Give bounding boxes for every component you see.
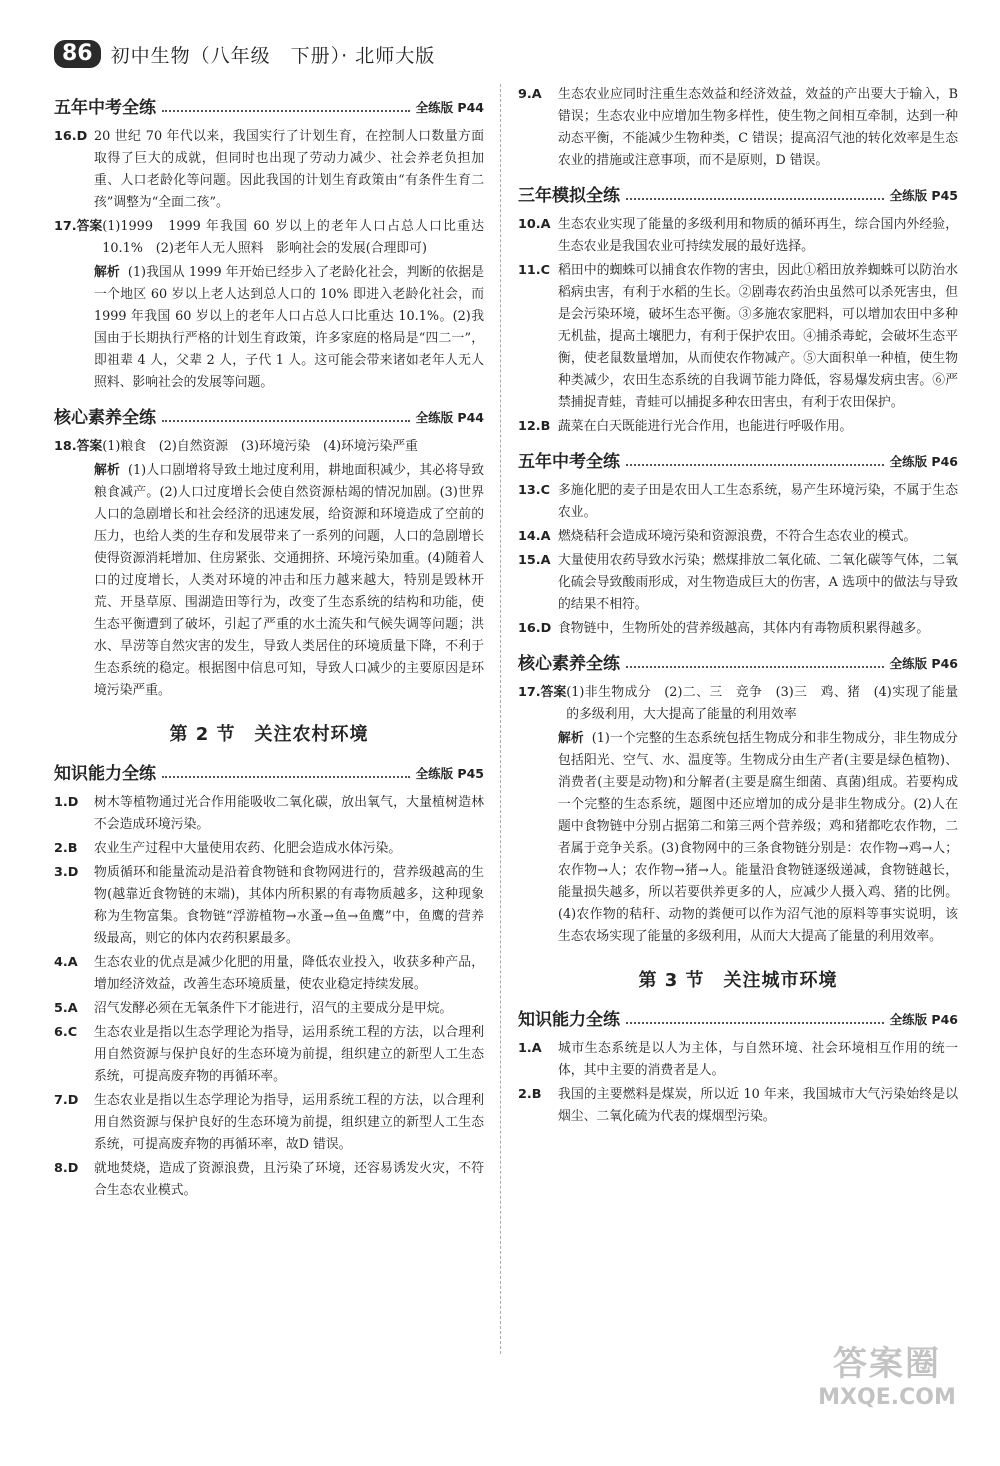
item-number: 16.D — [54, 129, 88, 144]
section-header — [54, 756, 484, 784]
section-ref: 全练版 P46 — [889, 656, 958, 671]
answer-item — [54, 792, 484, 836]
analysis-label: 解析 — [94, 463, 120, 478]
item-text: 树木等植物通过光合作用能吸收二氧化碳，放出氧气，大量植树造林不会造成环境污染。 — [94, 795, 484, 832]
item-text: 沼气发酵必须在无氧条件下才能进行，沼气的主要成分是甲烷。 — [94, 1001, 453, 1016]
section-ref: 全练版 P45 — [415, 766, 484, 781]
item-number: 3.D — [54, 865, 79, 880]
item-number: 13.C — [518, 483, 551, 498]
item-number: 17.答案 — [54, 219, 103, 234]
analysis-block — [54, 460, 484, 702]
analysis-block — [518, 728, 958, 948]
answer-item — [518, 618, 958, 640]
section-header — [54, 90, 484, 118]
item-number: 14.A — [518, 529, 551, 544]
item-number: 6.C — [54, 1025, 78, 1040]
left-column — [54, 84, 484, 1204]
answer-item — [54, 126, 484, 214]
section-header — [518, 1002, 958, 1030]
page-header — [54, 36, 960, 72]
answer-item — [54, 862, 484, 950]
item-number: 10.A — [518, 217, 551, 232]
answer-item — [54, 952, 484, 996]
section-header — [518, 444, 958, 472]
page-number: 86 — [54, 40, 101, 68]
item-text: 多施化肥的麦子田是农田人工生态系统，易产生环境污染，不属于生态农业。 — [558, 483, 958, 520]
chapter-title: 第 2 节 关注农村环境 — [169, 724, 369, 745]
section-title: 知识能力全练 — [54, 764, 156, 784]
analysis-text: (1)我国从 1999 年开始已经步入了老龄化社会，判断的依据是一个地区 60 岁以上老人达到总人口的 10% 即进入老龄化社会，而 1999 年我国 60 岁以上的老年人口占总人口比重达 10.1%。(2)我国由于长期执行严格的计划生育政策，许多家庭的格局是“四二一”，即祖辈 4 人，父辈 2 人，子代 1 人。这可能会带来诸如老年人无人照料、影响社会的发展等问题。 — [94, 265, 484, 390]
section-title: 核心素养全练 — [54, 408, 156, 428]
answer-item — [54, 998, 484, 1020]
section-title: 核心素养全练 — [518, 654, 620, 674]
answer-item — [54, 1158, 484, 1202]
answer-item — [518, 214, 958, 258]
answer-item — [518, 526, 958, 548]
item-number: 11.C — [518, 263, 551, 278]
dotted-leader — [626, 666, 884, 668]
item-number: 15.A — [518, 553, 551, 568]
answer-item — [54, 1022, 484, 1088]
analysis-block — [54, 262, 484, 394]
answer-item — [518, 550, 958, 616]
item-number: 16.D — [518, 621, 552, 636]
answer-item — [518, 682, 958, 726]
dotted-leader — [162, 420, 410, 422]
item-text: 大量使用农药导致水污染；燃煤排放二氧化硫、二氧化碳等气体，二氧化硫会导致酸雨形成，对生物造成巨大的伤害，A 选项中的做法与导致的结果不相符。 — [558, 553, 958, 612]
item-number: 1.A — [518, 1041, 542, 1056]
item-number: 4.A — [54, 955, 78, 970]
answer-item — [518, 260, 958, 414]
item-number: 5.A — [54, 1001, 78, 1016]
item-answer: (1)粮食 (2)自然资源 (3)环境污染 (4)环境污染严重 — [102, 439, 418, 454]
answer-item — [518, 1038, 958, 1082]
item-answer: (1)非生物成分 (2)二、三 竞争 (3)三 鸡、猪 (4)实现了能量的多级利用，大大提高了能量的利用效率 — [566, 685, 958, 722]
column-divider — [500, 84, 501, 1354]
item-text: 生态农业是指以生态学理论为指导，运用系统工程的方法，以合理利用自然资源与保护良好的生态环境为前提，组织建立的新型人工生态系统，可提高废弃物的再循环率，故D 错误。 — [94, 1093, 484, 1152]
item-text: 我国的主要燃料是煤炭，所以近 10 年来，我国城市大气污染始终是以烟尘、二氧化硫为代表的煤烟型污染。 — [558, 1087, 958, 1124]
dotted-leader — [626, 464, 884, 466]
item-text: 生态农业的优点是减少化肥的用量，降低农业投入，收获多种产品，增加经济效益，改善生态环境质量，使农业稳定持续发展。 — [94, 955, 484, 992]
dotted-leader — [162, 776, 410, 778]
item-number: 18.答案 — [54, 439, 103, 454]
item-number: 9.A — [518, 87, 542, 102]
chapter-title: 第 3 节 关注城市环境 — [638, 970, 838, 991]
site-watermark — [802, 1336, 972, 1446]
section-ref: 全练版 P46 — [889, 1012, 958, 1027]
item-number: 12.B — [518, 419, 551, 434]
item-text: 物质循环和能量流动是沿着食物链和食物网进行的，营养级越高的生物(越靠近食物链的末端)，其体内所积累的有毒物质越多，这种现象称为生物富集。食物链“浮游植物→水蚤→鱼→鱼鹰”中，鱼鹰的营养级最高，则它的体内农药积累最多。 — [94, 865, 484, 946]
section-header — [518, 646, 958, 674]
item-text: 稻田中的蜘蛛可以捕食农作物的害虫，因此①稻田放养蜘蛛可以防治水稻病虫害，有利于水稻的生长。②剧毒农药治虫虽然可以杀死害虫，但是会污染环境，破坏生态平衡。③多施农家肥料，可以增加农田中多种无机盐，提高土壤肥力，有利于保护农田。④捕杀毒蛇，会破坏生态平衡，使老鼠数量增加，从而使农作物减产。⑤大面积单一种植，使生物种类减少，农田生态系统的自我调节能力降低，容易爆发病虫害。⑥严禁捕捉青蛙，青蛙可以捕捉多种农田害虫，有利于农田保护。 — [558, 263, 958, 410]
section-header — [518, 178, 958, 206]
section-title: 三年模拟全练 — [518, 186, 620, 206]
answer-item — [54, 216, 484, 260]
analysis-label: 解析 — [558, 731, 584, 746]
section-title: 知识能力全练 — [518, 1010, 620, 1030]
right-column — [518, 84, 958, 1130]
answer-item — [54, 436, 484, 458]
analysis-text: (1)一个完整的生态系统包括生物成分和非生物成分，非生物成分包括阳光、空气、水、温度等。生物成分由生产者(主要是绿色植物)、消费者(主要是动物)和分解者(主要是腐生细菌、真菌)组成。若要构成一个完整的生态系统，题图中还应增加的成分是非生物成分。(2)人在题中食物链中分别占据第二和第三两个营养级；鸡和猪都吃农作物，二者属于竞争关系。(3)食物网中的三条食物链分别是：农作物→鸡→人；农作物→人；农作物→猪→人。能量沿食物链逐级递减，食物链越长，能量损失越多，所以若要供养更多的人，应减少人摄入鸡、猪的比例。(4)农作物的秸秆、动物的粪便可以作为沼气池的原料等事实说明，该生态农场实现了能量的多级利用，从而大大提高了能量的利用效率。 — [558, 731, 958, 944]
section-ref: 全练版 P44 — [415, 100, 484, 115]
item-text: 生态农业是指以生态学理论为指导，运用系统工程的方法，以合理利用自然资源与保护良好的生态环境为前提，组织建立的新型人工生态系统，可提高废弃物的再循环率。 — [94, 1025, 484, 1084]
dotted-leader — [626, 1022, 884, 1024]
answer-item — [54, 1090, 484, 1156]
item-text: 农业生产过程中大量使用农药、化肥会造成水体污染。 — [94, 841, 402, 856]
item-text: 蔬菜在白天既能进行光合作用，也能进行呼吸作用。 — [558, 419, 853, 434]
section-ref: 全练版 P44 — [415, 410, 484, 425]
answer-item — [518, 1084, 958, 1128]
item-number: 7.D — [54, 1093, 79, 1108]
item-text: 就地焚烧，造成了资源浪费，且污染了环境，还容易诱发火灾，不符合生态农业模式。 — [94, 1161, 484, 1198]
item-text: 燃烧秸秆会造成环境污染和资源浪费，不符合生态农业的模式。 — [558, 529, 917, 544]
section-ref: 全练版 P46 — [889, 454, 958, 469]
item-number: 2.B — [54, 841, 78, 856]
dotted-leader — [626, 198, 884, 200]
item-text: 生态农业应同时注重生态效益和经济效益，效益的产出要大于输入，B 错误；生态农业中应增加生物多样性，使生物之间相互牵制，达到一种动态平衡，不能减少生物种类，C 错误；提高沼气池的转化效率是生态农业的措施或注意事项，而不是原则，D 错误。 — [558, 87, 958, 168]
analysis-text: (1)人口剧增将导致土地过度利用，耕地面积减少，其必将导致粮食减产。(2)人口过度增长会使自然资源枯竭的情况加剧。(3)世界人口的急剧增长和社会经济的迅速发展，给资源和环境造成了空前的压力，也给人类的生存和发展带来了一系列的问题，人口的急剧增长使得资源消耗增加、住房紧张、交通拥挤、环境污染加重。(4)随着人口的过度增长，人类对环境的冲击和压力越来越大，特别是毁林开荒、开垦草原、围湖造田等行为，改变了生态系统的结构和功能，使生态平衡遭到了破坏，引起了严重的水土流失和气候失调等问题；洪水、旱涝等自然灾害的发生，导致人类居住的环境质量下降，不利于生态系统的稳定。根据图中信息可知，导致人口减少的主要原因是环境污染严重。 — [94, 463, 484, 698]
item-text: 食物链中，生物所处的营养级越高，其体内有毒物质积累得越多。 — [558, 621, 930, 636]
item-answer: (1)1999 1999 年我国 60 岁以上的老年人口占总人口比重达 10.1% (2)老年人无人照料 影响社会的发展(合理即可) — [102, 219, 484, 256]
answer-item — [518, 84, 958, 172]
item-number: 1.D — [54, 795, 79, 810]
item-text: 生态农业实现了能量的多级利用和物质的循环再生，综合国内外经验，生态农业是我国农业可持续发展的最好选择。 — [558, 217, 958, 254]
analysis-label: 解析 — [94, 265, 120, 280]
answer-item — [518, 480, 958, 524]
watermark-logo: 答案圈 — [833, 1344, 941, 1384]
section-title: 五年中考全练 — [518, 452, 620, 472]
answer-item — [518, 416, 958, 438]
section-ref: 全练版 P45 — [889, 188, 958, 203]
item-number: 2.B — [518, 1087, 542, 1102]
section-header — [54, 400, 484, 428]
watermark-url: MXQE.COM — [818, 1385, 956, 1410]
dotted-leader — [162, 110, 410, 112]
item-text: 20 世纪 70 年代以来，我国实行了计划生育，在控制人口数量方面取得了巨大的成就，但同时也出现了劳动力减少、社会养老负担加重、人口老龄化等问题。因此我国的计划生育政策由“有条件生育二孩”调整为“全面二孩”。 — [94, 129, 484, 210]
item-text: 城市生态系统是以人为主体，与自然环境、社会环境相互作用的统一体，其中主要的消费者是人。 — [558, 1041, 958, 1078]
answer-item — [54, 838, 484, 860]
section-title: 五年中考全练 — [54, 98, 156, 118]
book-title: 初中生物（八年级 下册）· 北师大版 — [110, 44, 436, 67]
item-number: 8.D — [54, 1161, 79, 1176]
item-number: 17.答案 — [518, 685, 567, 700]
